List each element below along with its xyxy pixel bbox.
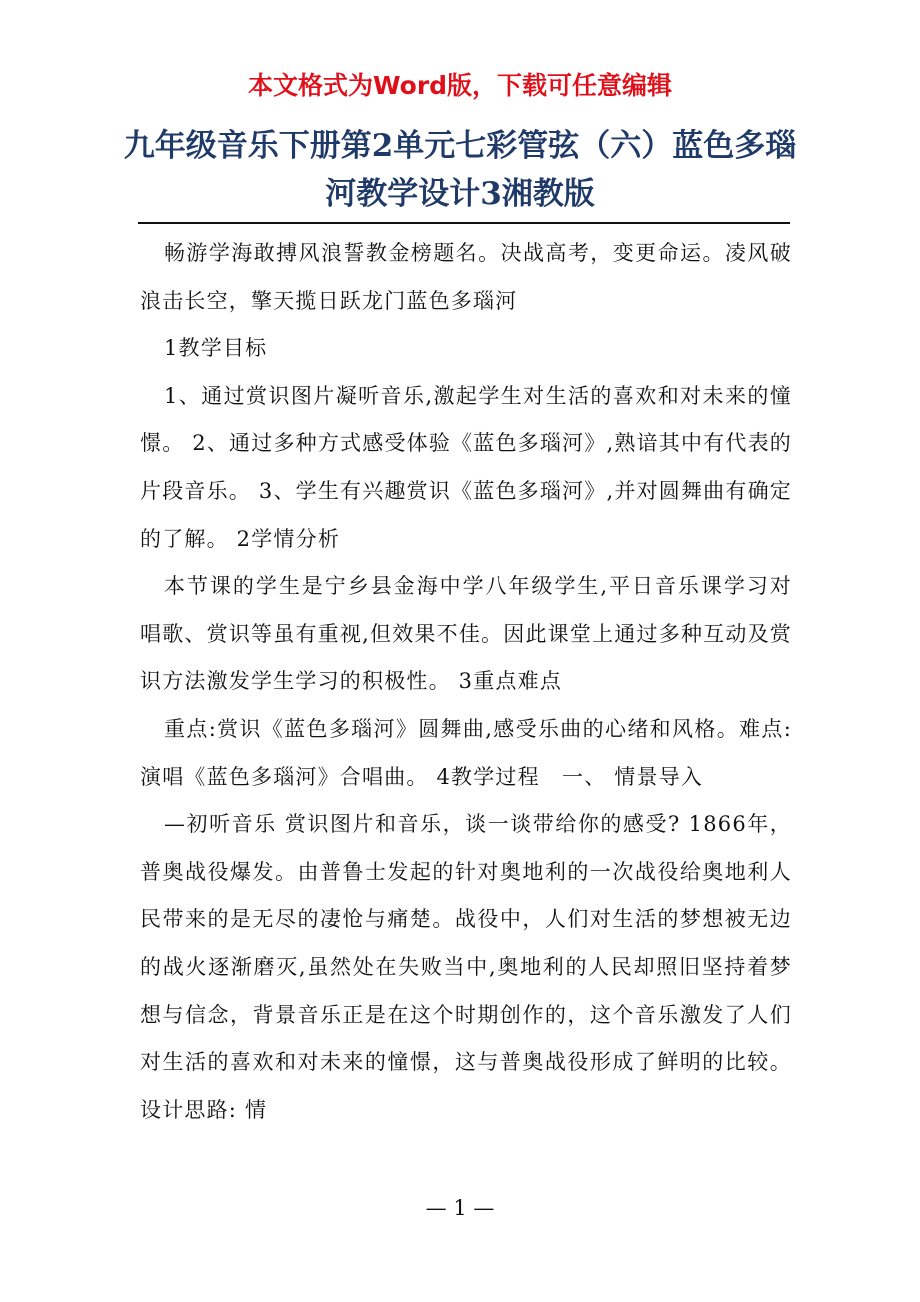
paragraph-goals: 1、通过赏识图片凝听音乐,激起学生对生活的喜欢和对未来的憧憬。 2、通过多种方式感受体验《蓝色多瑙河》,熟谙其中有代表的片段音乐。 3、学生有兴趣赏识《蓝色多瑙河》,并对圆舞曲有确定的了解。 2学情分析: [140, 383, 792, 551]
paragraph-key-points: 重点:赏识《蓝色多瑙河》圆舞曲,感受乐曲的心绪和风格。难点:演唱《蓝色多瑙河》合唱曲。 4教学过程 一、 情景导入: [140, 716, 792, 789]
title-divider: [138, 222, 790, 224]
page-number: — 1 —: [425, 1196, 495, 1220]
word-format-banner: 本文格式为Word版，下载可任意编辑: [247, 71, 673, 100]
paragraph-intro: 畅游学海敢搏风浪誓教金榜题名。决战高考，变更命运。凌风破浪击长空，擎天揽日跃龙门蓝色多瑙河: [140, 241, 792, 313]
paragraph-student-analysis: 本节课的学生是宁乡县金海中学八年级学生,平日音乐课学习对唱歌、赏识等虽有重视,但效果不佳。因此课堂上通过多种互动及赏识方法激发学生学习的积极性。 3重点难点: [140, 574, 792, 694]
document-body: [140, 230, 792, 1134]
paragraph-intro-listening: —初听音乐 赏识图片和音乐，谈一谈带给你的感受? 1866年，普奥战役爆发。由普鲁士发起的针对奥地利的一次战役给奥地利人民带来的是无尽的凄怆与痛楚。战役中，人们对生活的梦想被无边的战火逐渐磨灭,虽然处在失败当中,奥地利的人民却照旧坚持着梦想与信念，背景音乐正是在这个时期创作的，这个音乐激发了人们对生活的喜欢和对未来的憧憬，这与普奥战役形成了鲜明的比较。 设计思路: 情: [140, 812, 792, 1122]
paragraph-heading-goals: 1教学目标: [164, 336, 268, 361]
document-title: 九年级音乐下册第2单元七彩管弦（六）蓝色多瑙河教学设计3湘教版: [123, 128, 797, 212]
